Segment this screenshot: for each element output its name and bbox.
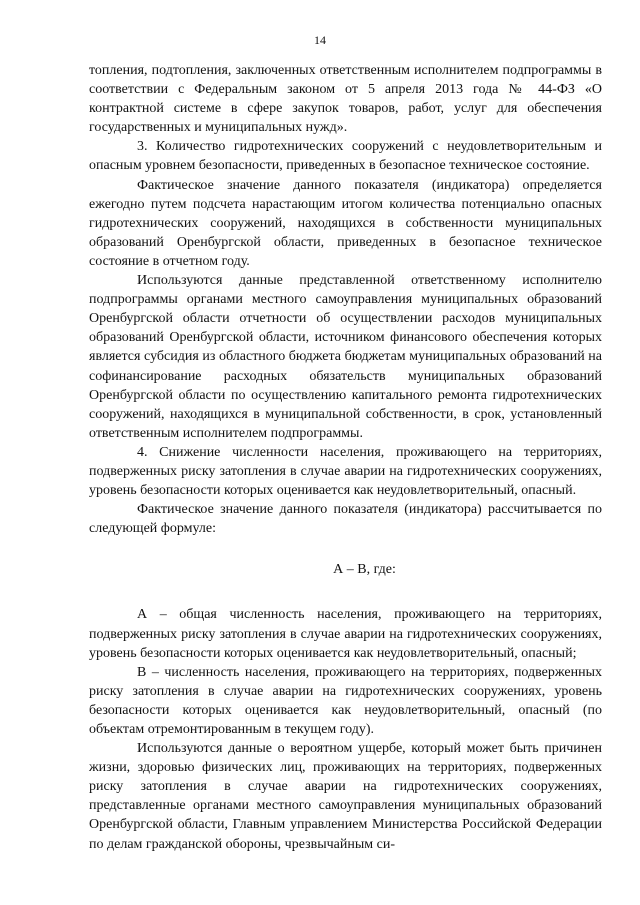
paragraph-continuation: топления, подтопления, заключенных ответственным исполнителем подпрограммы в соответствии с Федеральным законом от 5 апреля 2013 года № 44-ФЗ «О контрактной системе в сфере закупок товаров, работ, услуг для обеспечения государственных и муниципальных нужд». — [89, 63, 602, 136]
page-number: 14 — [314, 33, 326, 47]
paragraph-item-3-method: Фактическое значение данного показателя (индикатора) определяется ежегодно путем подсчета нарастающим итогом количества потенциально опасных гидротехнических сооружений, находящихся в собственности муниципальных образований Оренбургской области, приведенных в безопасное техническое состояние в отчетном году. — [89, 177, 602, 269]
paragraph-item-4-method: Фактическое значение данного показателя (индикатора) рассчитывается по следующей формуле: — [89, 502, 602, 537]
document-body — [89, 61, 602, 854]
definition-b: В – численность населения, проживающего на территориях, подверженных риску затопления в случае аварии на гидротехнических сооружениях, уровень безопасности которых оценивается как неудовлетворительный, опасный (по объектам отремонтированным в текущем году). — [89, 664, 602, 737]
paragraph-item-4-sources: Используются данные о вероятном ущербе, который может быть причинен жизни, здоровью физических лиц, проживающих на территориях, подверженных риску затопления в случае аварии на гидротехнических сооружениях, представленные органами местного самоуправления муниципальных образований Оренбургской области, Главным управлением Министерства Российской Федерации по делам гражданской обороны, чрезвычайным си- — [89, 741, 602, 852]
paragraph-item-3: 3. Количество гидротехнических сооружений с неудовлетворительным и опасным уровнем безопасности, приведенных в безопасное техническое состояние. — [89, 139, 602, 174]
paragraph-item-4: 4. Снижение численности населения, проживающего на территориях, подверженных риску затопления в случае аварии на гидротехнических сооружениях, уровень безопасности которых оценивается как неудовлетворительный, опасный. — [89, 444, 602, 499]
definition-a: А – общая численность населения, проживающего на территориях, подверженных риску затопления в случае аварии на гидротехнических сооружениях, уровень безопасности которых оценивается как неудовлетворительный, опасный; — [89, 607, 602, 661]
formula: А – В, где: — [333, 562, 396, 578]
paragraph-item-3-sources: Используются данные представленной ответственному исполнителю подпрограммы органами местного самоуправления муниципальных образований Оренбургской области отчетности об осуществлении расходов муниципальных образований Оренбургской области, источником финансового обеспечения которых является субсидия из областного бюджета бюджетам муниципальных образований на софинансирование расходных обязательств муниципальных образований Оренбургской области по осуществлению капитального ремонта гидротехнических сооружений, находящихся в муниципальной собственности, в срок, установленный ответственным исполнителем подпрограммы. — [89, 273, 602, 441]
